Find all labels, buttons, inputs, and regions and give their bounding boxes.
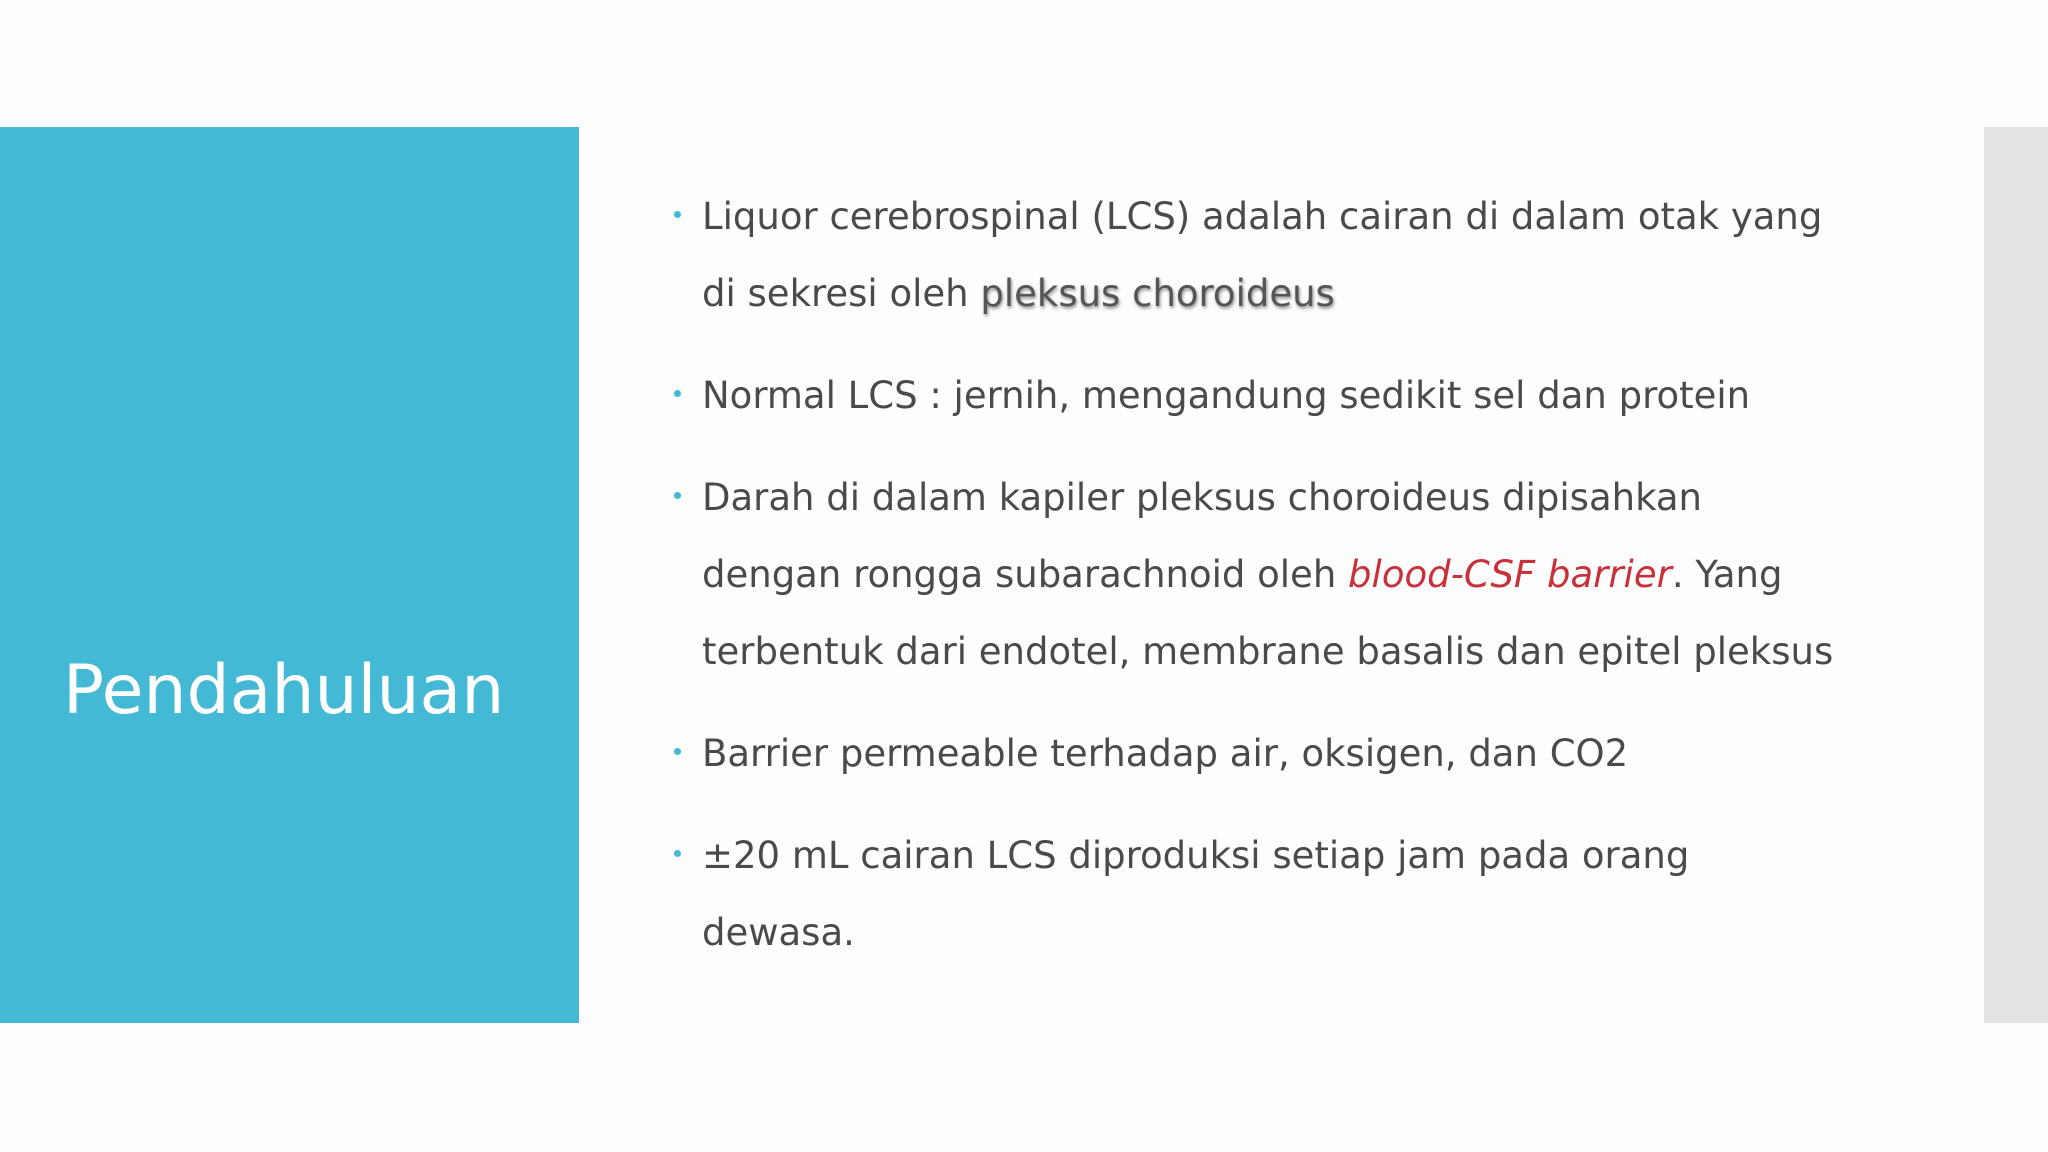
emphasis-blood-csf-barrier: blood-CSF barrier — [1348, 553, 1672, 596]
bullet-text: Normal LCS : jernih, mengandung sedikit sel dan protein — [702, 374, 1751, 417]
bullet-item-lcs-production — [670, 817, 1850, 971]
slide-title: Pendahuluan — [63, 651, 505, 730]
bullet-dot-icon — [674, 390, 681, 397]
bullet-dot-icon — [674, 748, 681, 755]
bullet-list — [670, 178, 1850, 996]
bullet-text: Darah di dalam kapiler pleksus choroideus dipisahkan dengan rongga subarachnoid oleh — [702, 476, 1702, 596]
emphasis-pleksus-choroideus: pleksus choroideus — [980, 272, 1335, 315]
bullet-item-blood-csf-barrier — [670, 459, 1850, 690]
bullet-item-normal-lcs — [670, 357, 1850, 434]
bullet-text-after: . Yang terbentuk dari endotel, membrane basalis dan epitel pleksus — [702, 553, 1834, 673]
bullet-dot-icon — [674, 211, 681, 218]
bullet-text: Liquor cerebrospinal (LCS) adalah cairan di dalam otak yang di sekresi oleh — [702, 195, 1823, 315]
bullet-item-barrier-permeable — [670, 715, 1850, 792]
bullet-item-lcs-definition — [670, 178, 1850, 332]
title-panel — [0, 127, 579, 1023]
bullet-text: Barrier permeable terhadap air, oksigen, dan CO2 — [702, 732, 1629, 775]
bullet-dot-icon — [674, 850, 681, 857]
right-edge-strip — [1984, 127, 2048, 1023]
bullet-text: ±20 mL cairan LCS diproduksi setiap jam pada orang dewasa. — [702, 834, 1690, 954]
bullet-dot-icon — [674, 492, 681, 499]
